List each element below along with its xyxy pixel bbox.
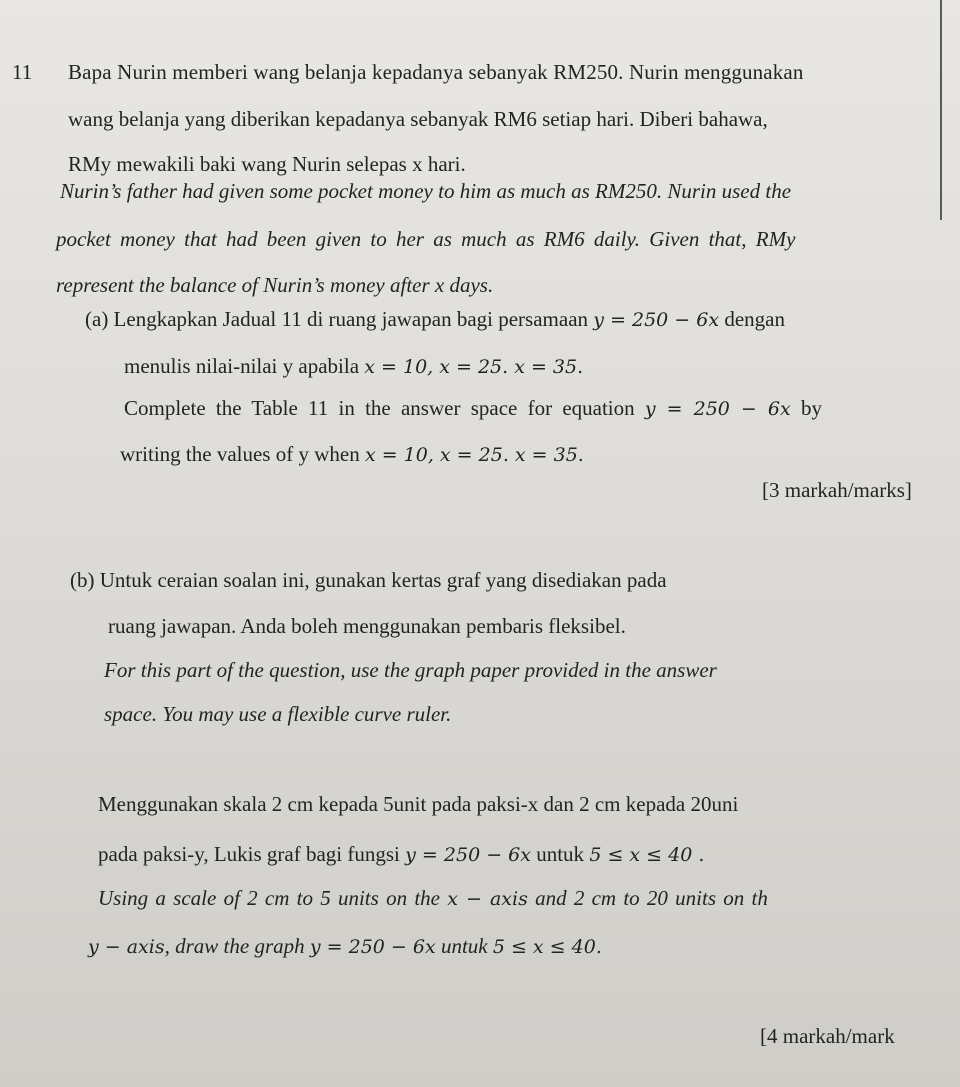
part-a-ms-text-1b: dengan <box>719 307 785 331</box>
scale-en-line-1 <box>98 884 768 913</box>
scale-en-x-axis: x − axis <box>447 888 528 910</box>
part-a-ms-line-1 <box>85 305 785 334</box>
intro-en-line-1: Nurin’s father had given some pocket money to him as much as RM250. Nurin used the <box>60 179 792 203</box>
part-a-marks: [3 markah/marks] <box>762 478 912 502</box>
scale-ms-equation: y = 250 − 6x <box>405 844 531 866</box>
part-a-en-x-values: x = 10, x = 25. x = 35. <box>364 444 584 466</box>
scale-en-range: 5 ≤ x ≤ 40. <box>492 936 602 958</box>
part-a-ms-equation: y = 250 − 6x <box>593 309 720 331</box>
intro-en-line-2: pocket money that had been given to her as much as RM6 daily. Given that, RMy <box>56 227 796 251</box>
scale-ms-text-2b: untuk <box>530 842 590 866</box>
part-b-en-line-2: space. You may use a flexible curve ruler. <box>104 702 452 726</box>
scale-en-text-1: Using a scale of 2 cm to 5 units on the <box>98 886 448 910</box>
scale-en-equation: y = 250 − 6x <box>309 936 436 958</box>
part-b-ms-line-2: ruang jawapan. Anda boleh menggunakan pembaris fleksibel. <box>108 614 626 638</box>
scale-en-text-1b: and 2 cm to 20 units on th <box>527 886 768 910</box>
scale-en-line-2 <box>88 932 602 961</box>
part-a-en-line-2 <box>120 440 584 469</box>
intro-ms-line-3: RMy mewakili baki wang Nurin selepas x hari. <box>68 152 466 176</box>
intro-en-line-3: represent the balance of Nurin’s money after x days. <box>56 273 494 297</box>
part-a-ms-x-values: x = 10, x = 25. x = 35. <box>364 356 584 378</box>
scale-ms-line-1: Menggunakan skala 2 cm kepada 5unit pada paksi-x dan 2 cm kepada 20uni <box>98 792 739 816</box>
part-b-marks: [4 markah/mark <box>760 1024 895 1048</box>
part-a-en-text-2: writing the values of y when <box>120 442 365 466</box>
part-a-ms-text-2: menulis nilai-nilai y apabila <box>124 354 365 378</box>
part-b-ms-line-1: (b) Untuk ceraian soalan ini, gunakan kertas graf yang disediakan pada <box>70 568 667 592</box>
part-a-ms-text-1: (a) Lengkapkan Jadual 11 di ruang jawapan bagi persamaan <box>85 307 594 331</box>
scale-ms-line-2 <box>98 840 704 869</box>
paper-edge-line <box>940 0 942 220</box>
scale-en-y-axis: y − axis <box>88 936 165 958</box>
part-a-en-text-1: Complete the Table 11 in the answer space for equation <box>124 396 645 420</box>
part-a-en-line-1 <box>124 394 822 423</box>
scale-en-text-2c: untuk <box>435 934 493 958</box>
intro-ms-line-2: wang belanja yang diberikan kepadanya sebanyak RM6 setiap hari. Diberi bahawa, <box>68 107 768 131</box>
part-a-ms-line-2 <box>124 352 583 381</box>
scale-en-text-2b: , draw the graph <box>164 934 310 958</box>
part-a-en-text-1b: by <box>790 396 822 420</box>
intro-ms-line-1: Bapa Nurin memberi wang belanja kepadanya sebanyak RM250. Nurin menggunakan <box>68 60 804 84</box>
scale-ms-range: 5 ≤ x ≤ 40 . <box>589 844 705 866</box>
part-b-en-line-1: For this part of the question, use the graph paper provided in the answer <box>104 658 717 682</box>
question-number: 11 <box>12 60 33 84</box>
scale-ms-text-2: pada paksi-y, Lukis graf bagi fungsi <box>98 842 406 866</box>
part-a-en-equation: y = 250 − 6x <box>644 398 791 420</box>
